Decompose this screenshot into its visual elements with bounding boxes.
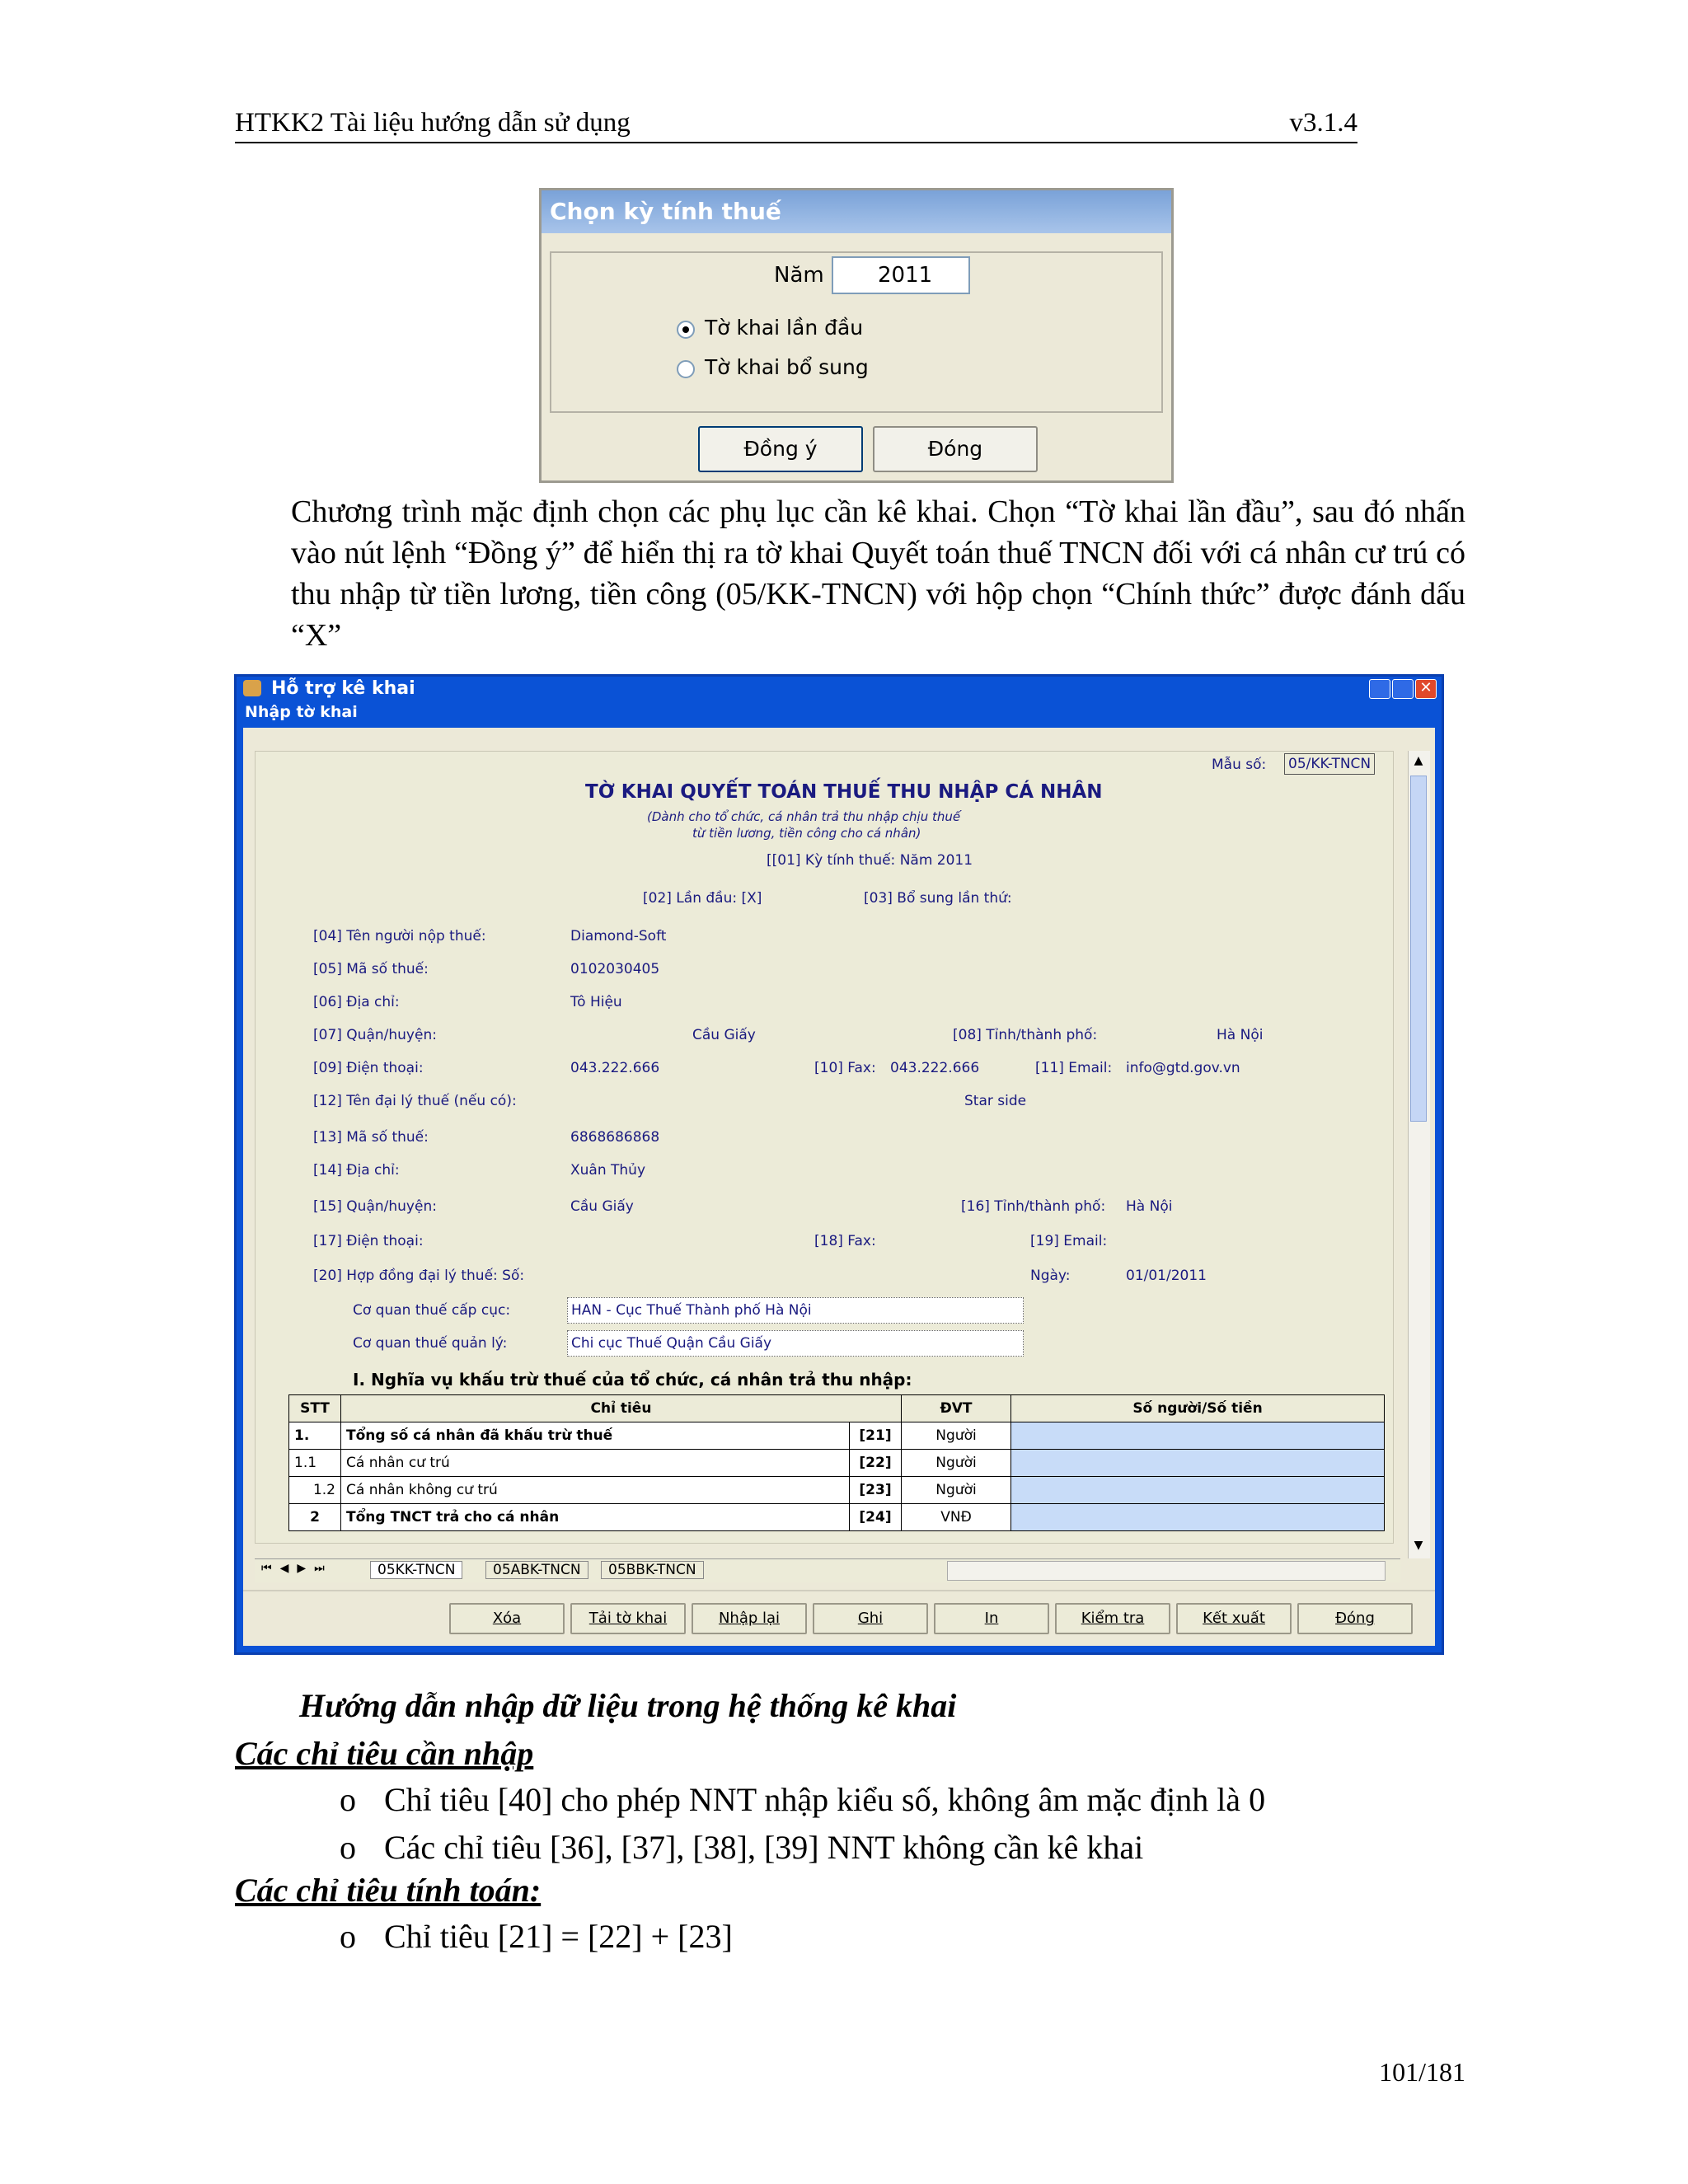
f12-label: [12] Tên đại lý thuế (nếu có): (313, 1093, 517, 1109)
supplement-count: [03] Bổ sung lần thứ: (864, 890, 1012, 907)
radio-first-declaration[interactable] (677, 321, 695, 339)
table-row (289, 1422, 1385, 1450)
dialog-title: Chọn kỳ tính thuế (542, 190, 1171, 233)
f15-label: [15] Quận/huyện: (313, 1198, 437, 1215)
date-value[interactable]: 01/01/2011 (1126, 1268, 1207, 1284)
window-titlebar (237, 677, 1442, 701)
load-declaration-button[interactable]: Tải tờ khai (570, 1603, 686, 1634)
declaration-form (255, 751, 1394, 1544)
close-icon[interactable]: ✕ (1415, 679, 1437, 699)
body-paragraph: Chương trình mặc định chọn các phụ lục cần kê khai. Chọn “Tờ khai lần đầu”, sau đó nhấn vào nút lệnh “Đồng ý” để hiển thị ra tờ khai Quyết toán thuế TNCN đối với cá nhân cư trú có thu nhập từ tiền lương, tiền công (05/KK-TNCN) với hộp chọn “Chính thức” được đánh dấu “X” (291, 494, 1465, 653)
row-unit: VNĐ (902, 1504, 1011, 1531)
window-client (243, 728, 1435, 1646)
row-code: [23] (850, 1477, 902, 1504)
year-input[interactable]: 2011 (832, 256, 970, 294)
managing-tax-field[interactable]: Chi cục Thuế Quận Cầu Giấy (567, 1330, 1024, 1357)
col-indicator: Chỉ tiêu (341, 1395, 902, 1422)
button-row (243, 1590, 1435, 1641)
scroll-down-icon[interactable]: ▼ (1414, 1539, 1423, 1552)
f06-label: [06] Địa chỉ: (313, 994, 400, 1010)
bullet-marker: o (340, 1918, 356, 1955)
row-unit: Người (902, 1450, 1011, 1477)
bullet-marker: o (340, 1829, 356, 1866)
form-number-value: 05/KK-TNCN (1284, 753, 1375, 775)
scroll-thumb[interactable] (1410, 776, 1427, 1122)
f04-value[interactable]: Diamond-Soft (570, 928, 667, 944)
row-name: Tổng TNCT trả cho cá nhân (341, 1504, 850, 1531)
f11-label: [11] Email: (1035, 1060, 1113, 1076)
f13-label: [13] Mã số thuế: (313, 1129, 429, 1146)
row-name: Cá nhân không cư trú (341, 1477, 850, 1504)
scroll-up-icon[interactable]: ▲ (1414, 754, 1423, 767)
col-amount: Số người/Số tiền (1011, 1395, 1385, 1422)
period-dialog (539, 188, 1174, 483)
row-value-cell[interactable] (1011, 1504, 1385, 1531)
app-icon (243, 680, 261, 696)
row-value-cell[interactable] (1011, 1450, 1385, 1477)
row-stt: 1.1 (289, 1450, 341, 1477)
form-subtitle-2: từ tiền lương, tiền công cho cá nhân) (692, 826, 921, 841)
f12-value[interactable]: Star side (964, 1093, 1027, 1109)
row-stt: 2 (289, 1504, 341, 1531)
tax-period: [[01] Kỳ tính thuế: Năm 2011 (767, 852, 973, 869)
f08-label: [08] Tỉnh/thành phố: (953, 1027, 1098, 1043)
row-stt: 1. (289, 1422, 341, 1450)
close-button[interactable]: Đóng (873, 426, 1038, 472)
f17-label: [17] Điện thoại: (313, 1233, 424, 1249)
bullet-marker: o (340, 1781, 356, 1818)
f10-label: [10] Fax: (814, 1060, 876, 1076)
obligation-table (288, 1394, 1385, 1531)
form-number-label: Mẫu số: (1212, 757, 1267, 773)
date-label: Ngày: (1030, 1268, 1071, 1284)
ok-button[interactable]: Đồng ý (698, 426, 863, 472)
f10-value[interactable]: 043.222.666 (890, 1060, 980, 1076)
dept-tax-field[interactable]: HAN - Cục Thuế Thành phố Hà Nội (567, 1297, 1024, 1324)
tab-05kk[interactable]: 05KK-TNCN (370, 1561, 462, 1579)
maximize-icon[interactable] (1392, 679, 1414, 699)
f09-value[interactable]: 043.222.666 (570, 1060, 660, 1076)
check-button[interactable]: Kiểm tra (1055, 1603, 1170, 1634)
radio-supplement[interactable] (677, 360, 695, 378)
f16-label: [16] Tỉnh/thành phố: (961, 1198, 1106, 1215)
row-name: Cá nhân cư trú (341, 1450, 850, 1477)
sheet-tabs (255, 1558, 1400, 1582)
col-stt: STT (289, 1395, 341, 1422)
page-number: 101/181 (1379, 2057, 1465, 2087)
section-title: I. Nghĩa vụ khấu trừ thuế của tổ chức, cá nhân trả thu nhập: (353, 1370, 912, 1390)
f15-value[interactable]: Cầu Giấy (570, 1198, 634, 1215)
row-unit: Người (902, 1422, 1011, 1450)
header-title: HTKK2 Tài liệu hướng dẫn sử dụng (235, 108, 631, 138)
horizontal-scrollbar[interactable] (947, 1561, 1386, 1581)
dept-tax-label: Cơ quan thuế cấp cục: (353, 1302, 511, 1319)
form-subtitle-1: (Dành cho tổ chức, cá nhân trả thu nhập chịu thuế (647, 809, 961, 824)
row-name: Tổng số cá nhân đã khấu trừ thuế (341, 1422, 850, 1450)
row-value-cell[interactable] (1011, 1422, 1385, 1450)
minimize-icon[interactable] (1369, 679, 1390, 699)
f07-label: [07] Quận/huyện: (313, 1027, 437, 1043)
window-subtitle: Nhập tờ khai (245, 703, 358, 721)
guide-bullet-1: Chỉ tiêu [40] cho phép NNT nhập kiểu số, không âm mặc định là 0 (384, 1781, 1266, 1818)
guide-sub-calc: Các chỉ tiêu tính toán: (235, 1872, 542, 1909)
f16-value[interactable]: Hà Nội (1126, 1198, 1173, 1215)
print-button[interactable]: In (934, 1603, 1049, 1634)
f11-value[interactable]: info@gtd.gov.vn (1126, 1060, 1240, 1076)
form-title: TỜ KHAI QUYẾT TOÁN THUẾ THU NHẬP CÁ NHÂN (585, 781, 1103, 803)
row-code: [22] (850, 1450, 902, 1477)
radio-supplement-label: Tờ khai bổ sung (705, 355, 869, 379)
guide-sub-input: Các chỉ tiêu cần nhập (235, 1735, 534, 1772)
year-label: Năm (774, 263, 824, 288)
table-row (289, 1477, 1385, 1504)
row-code: [21] (850, 1422, 902, 1450)
delete-button[interactable]: Xóa (449, 1603, 565, 1634)
f14-value[interactable]: Xuân Thủy (570, 1162, 646, 1179)
col-unit: ĐVT (902, 1395, 1011, 1422)
row-unit: Người (902, 1477, 1011, 1504)
table-row (289, 1504, 1385, 1531)
reenter-button[interactable]: Nhập lại (692, 1603, 807, 1634)
f05-label: [05] Mã số thuế: (313, 961, 429, 977)
f20-label: [20] Hợp đồng đại lý thuế: Số: (313, 1268, 525, 1284)
first-time-flag: [02] Lần đầu: [X] (643, 890, 762, 907)
f07-value[interactable]: Cầu Giấy (692, 1027, 756, 1043)
f13-value[interactable]: 6868686868 (570, 1129, 660, 1146)
f14-label: [14] Địa chỉ: (313, 1162, 400, 1179)
header-version: v3.1.4 (1289, 108, 1357, 138)
close-window-button[interactable]: Đóng (1297, 1603, 1413, 1634)
tab-05bbk[interactable]: 05BBK-TNCN (601, 1561, 704, 1579)
table-row (289, 1450, 1385, 1477)
export-button[interactable]: Kết xuất (1176, 1603, 1292, 1634)
window-title: Hỗ trợ kê khai (271, 678, 415, 699)
tab-nav-icon[interactable]: ⏮◀▶⏭ (261, 1562, 333, 1575)
guide-bullet-2: Các chỉ tiêu [36], [37], [38], [39] NNT không cần kê khai (384, 1829, 1144, 1866)
save-button[interactable]: Ghi (813, 1603, 928, 1634)
row-stt: 1.2 (289, 1477, 341, 1504)
radio-first-label: Tờ khai lần đầu (705, 316, 864, 340)
f18-label: [18] Fax: (814, 1233, 876, 1249)
guide-heading: Hướng dẫn nhập dữ liệu trong hệ thống kê khai (299, 1687, 957, 1724)
f08-value[interactable]: Hà Nội (1217, 1027, 1264, 1043)
vertical-scrollbar[interactable] (1408, 751, 1430, 1558)
f05-value[interactable]: 0102030405 (570, 961, 660, 977)
managing-tax-label: Cơ quan thuế quản lý: (353, 1335, 508, 1352)
table-header (289, 1395, 1385, 1422)
declaration-window (234, 674, 1444, 1655)
f06-value[interactable]: Tô Hiệu (570, 994, 622, 1010)
f04-label: [04] Tên người nộp thuế: (313, 928, 486, 944)
guide-bullet-3: Chỉ tiêu [21] = [22] + [23] (384, 1918, 733, 1955)
row-value-cell[interactable] (1011, 1477, 1385, 1504)
dialog-group (550, 251, 1163, 413)
tab-05abk[interactable]: 05ABK-TNCN (485, 1561, 588, 1579)
page-header (235, 105, 1357, 143)
row-code: [24] (850, 1504, 902, 1531)
f09-label: [09] Điện thoại: (313, 1060, 424, 1076)
f19-label: [19] Email: (1030, 1233, 1108, 1249)
